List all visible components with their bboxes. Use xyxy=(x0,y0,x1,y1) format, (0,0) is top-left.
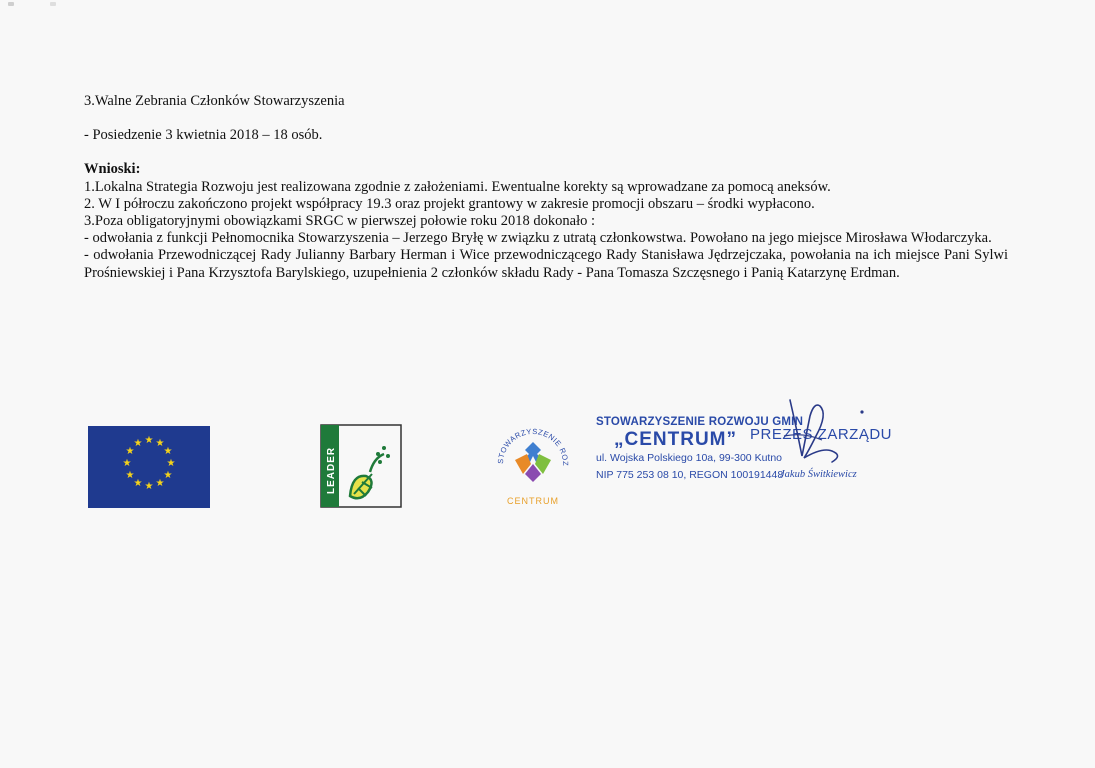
document-body xyxy=(84,93,1008,282)
conclusions-heading: Wnioski: xyxy=(84,161,141,178)
stamp-registration: NIP 775 253 08 10, REGON 100191448 xyxy=(596,469,784,481)
handwritten-signature xyxy=(744,396,874,488)
svg-text:★: ★ xyxy=(163,470,173,481)
svg-text:★: ★ xyxy=(133,438,143,449)
svg-text:★: ★ xyxy=(133,478,143,489)
conclusion-item: 3.Poza obligatoryjnymi obowiązkami SRGC w pierwszej połowie roku 2018 dokonało : xyxy=(84,213,596,230)
srgc-ring-text: STOWARZYSZENIE ROZ xyxy=(495,426,571,467)
scan-artifact xyxy=(50,2,56,6)
svg-text:★: ★ xyxy=(166,458,176,469)
svg-text:★: ★ xyxy=(125,446,135,457)
conclusion-item: - odwołania z funkcji Pełnomocnika Stowarzyszenia – Jerzego Bryłę w związku z utratą członkowstwa. Powołano na jego miejsce Mirosława Włodarczyka. xyxy=(84,230,992,247)
meeting-line: - Posiedzenie 3 kwietnia 2018 – 18 osób. xyxy=(84,127,323,144)
svg-text:★: ★ xyxy=(163,446,173,457)
svg-text:★: ★ xyxy=(125,470,135,481)
leader-text: LEADER xyxy=(326,446,337,494)
svg-text:★: ★ xyxy=(155,478,165,489)
conclusion-item: - odwołania Przewodniczącej Rady Julianny Barbary Herman i Wice przewodniczącego Rady Stanisława Jędrzejczaka, powołania na ich miejsce Pani Sylwi Prośniewskiej i Pana Krzysztofa Barylskiego, uzupełnienia 2 członków składu Rady - Pana Tomasza Szczęsnego i Panią Katarzynę Erdman. xyxy=(84,247,1008,281)
stamp-org-name: STOWARZYSZENIE ROZWOJU GMIN xyxy=(596,416,804,428)
svg-text:★: ★ xyxy=(144,435,154,446)
stamp-title: PREZES ZARZĄDU xyxy=(750,426,893,443)
eu-stars-icon xyxy=(88,426,210,508)
section-heading: 3.Walne Zebrania Członków Stowarzyszenia xyxy=(84,93,345,109)
svg-text:★: ★ xyxy=(155,438,165,449)
stamp-signatory: Jakub Świtkiewicz xyxy=(780,469,857,480)
conclusion-item: 2. W I półroczu zakończono projekt współpracy 19.3 oraz projekt grantowy w zakresie promocji obszaru – środki wypłacono. xyxy=(84,195,815,212)
svg-text:★: ★ xyxy=(122,458,132,469)
scan-artifact xyxy=(8,2,14,6)
leader-logo xyxy=(320,424,402,508)
stamp-org-short: „CENTRUM” xyxy=(614,429,737,450)
stamp-address: ul. Wojska Polskiego 10a, 99-300 Kutno xyxy=(596,452,783,464)
conclusion-item: 1.Lokalna Strategia Rozwoju jest realizowana zgodnie z założeniami. Ewentualne korekty są wprowadzane za pomocą aneksów. xyxy=(84,178,831,195)
srgc-centrum-logo xyxy=(489,416,577,512)
svg-text:★: ★ xyxy=(144,481,154,492)
srgc-bottom-text: CENTRUM xyxy=(507,496,559,506)
eu-flag-logo xyxy=(88,426,210,508)
